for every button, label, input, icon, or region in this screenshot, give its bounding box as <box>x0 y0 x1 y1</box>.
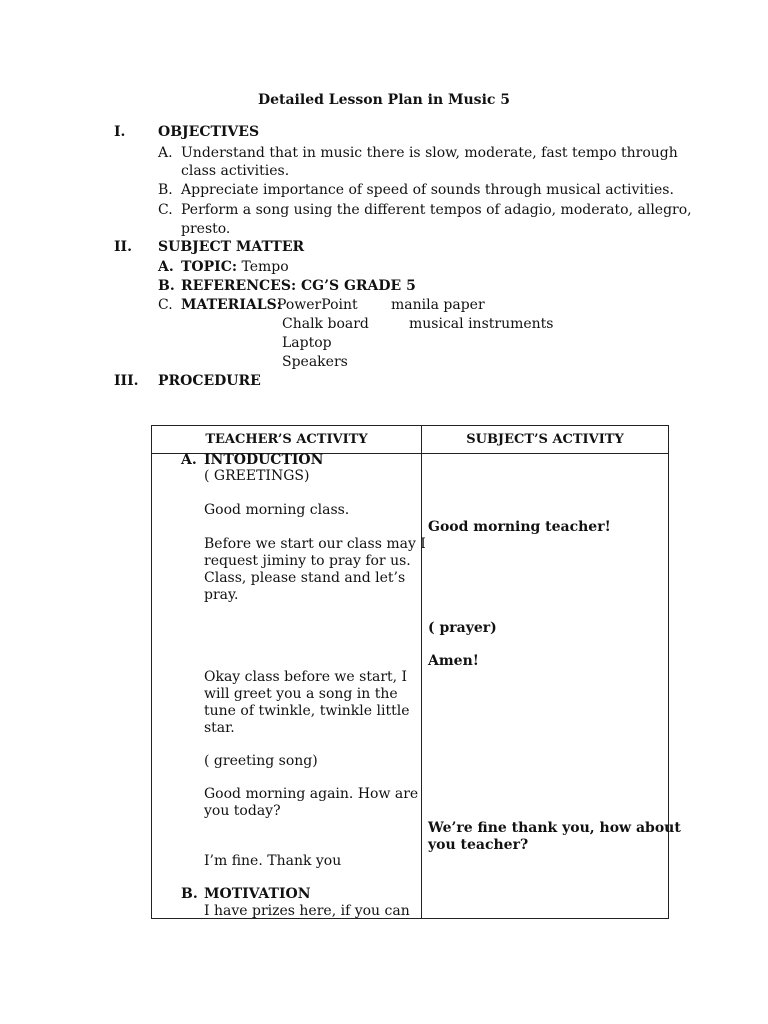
teacher-line: Okay class before we start, I <box>204 669 408 685</box>
subject-column-header: SUBJECT’S ACTIVITY <box>466 432 624 447</box>
section-numeral-subject: II. <box>114 239 132 255</box>
material-item: manila paper <box>391 297 485 313</box>
section-numeral-procedure: III. <box>114 373 139 389</box>
teacher-column-header: TEACHER’S ACTIVITY <box>205 432 368 447</box>
teacher-line: star. <box>204 720 235 736</box>
references-letter: B. <box>158 278 175 294</box>
section-numeral-objectives: I. <box>114 124 126 140</box>
table-column-divider <box>421 426 422 918</box>
student-line: you teacher? <box>428 837 529 853</box>
teacher-line: Good morning again. How are <box>204 786 419 802</box>
material-item: Speakers <box>282 354 348 370</box>
teacher-line: request jiminy to pray for us. <box>204 553 411 569</box>
topic-letter: A. <box>158 259 174 275</box>
student-line: ( prayer) <box>428 620 497 636</box>
student-line: Good morning teacher! <box>428 519 611 535</box>
introduction-label: INTODUCTION <box>204 452 324 468</box>
objective-b-line1: Appreciate importance of speed of sounds through musical activities. <box>181 182 674 198</box>
topic-value: Tempo <box>241 259 289 275</box>
topic-label: TOPIC: <box>181 259 237 275</box>
objective-letter-b: B. <box>158 182 173 198</box>
section-heading-procedure: PROCEDURE <box>158 373 261 389</box>
motivation-letter: B. <box>181 886 198 902</box>
introduction-letter: A. <box>181 452 197 468</box>
material-item: PowerPoint <box>277 297 358 313</box>
student-line: We’re fine thank you, how about <box>428 820 681 836</box>
teacher-line: pray. <box>204 587 239 603</box>
objective-a-line2: class activities. <box>181 163 290 179</box>
teacher-line: ( greeting song) <box>204 753 318 769</box>
topic-line <box>181 259 289 276</box>
objective-a-line1: Understand that in music there is slow, moderate, fast tempo through <box>181 145 678 161</box>
section-heading-subject: SUBJECT MATTER <box>158 239 305 255</box>
objective-c-line2: presto. <box>181 221 231 237</box>
section-heading-objectives: OBJECTIVES <box>158 124 260 140</box>
teacher-line: I’m fine. Thank you <box>204 853 342 869</box>
objective-c-line1: Perform a song using the different tempos of adagio, moderato, allegro, <box>181 202 692 218</box>
motivation-label: MOTIVATION <box>204 886 311 902</box>
teacher-line: tune of twinkle, twinkle little <box>204 703 410 719</box>
teacher-line: Class, please stand and let’s <box>204 570 406 586</box>
teacher-line: I have prizes here, if you can <box>204 903 410 919</box>
material-item: musical instruments <box>409 316 554 332</box>
material-item: Laptop <box>282 335 332 351</box>
student-line: Amen! <box>428 653 479 669</box>
teacher-line: Before we start our class may I <box>204 536 426 552</box>
materials-letter: C. <box>158 297 173 313</box>
page-title: Detailed Lesson Plan in Music 5 <box>257 92 511 108</box>
material-item: Chalk board <box>282 316 369 332</box>
teacher-line: you today? <box>204 803 281 819</box>
objective-letter-c: C. <box>158 202 173 218</box>
introduction-sub: ( GREETINGS) <box>204 468 310 484</box>
references-text: REFERENCES: CG’S GRADE 5 <box>181 278 416 294</box>
objective-letter-a: A. <box>158 145 173 161</box>
materials-label: MATERIALS: <box>181 297 282 313</box>
teacher-line: Good morning class. <box>204 502 350 518</box>
teacher-line: will greet you a song in the <box>204 686 398 702</box>
